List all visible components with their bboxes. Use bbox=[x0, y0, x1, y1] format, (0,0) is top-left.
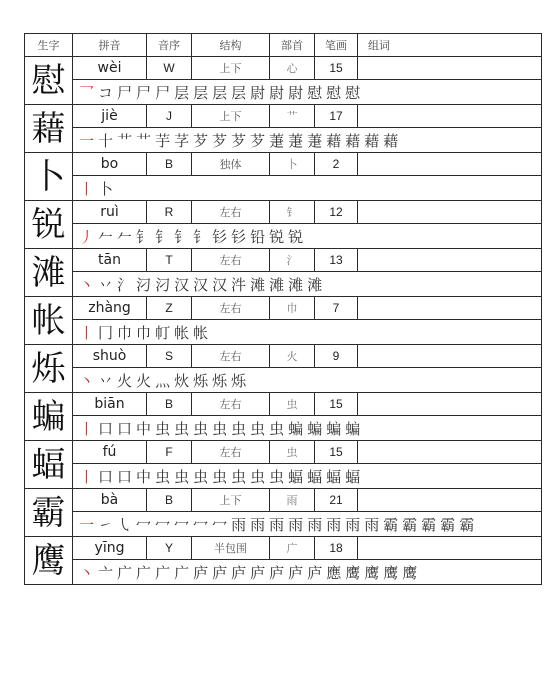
character-glyph: 蝠 bbox=[31, 444, 66, 485]
stroke-count-cell: 9 bbox=[315, 345, 358, 368]
stroke-step: 庐 bbox=[212, 563, 228, 582]
words-cell[interactable] bbox=[358, 153, 542, 176]
stroke-step: 钅 bbox=[193, 227, 209, 246]
stroke-count-cell: 15 bbox=[315, 393, 358, 416]
stroke-step: 巾 bbox=[117, 323, 133, 342]
stroke-order-cell bbox=[73, 176, 542, 201]
stroke-step: 尉 bbox=[250, 83, 266, 102]
stroke-order-sequence bbox=[73, 464, 541, 488]
stroke-step: 藉 bbox=[383, 131, 399, 150]
words-cell[interactable] bbox=[358, 57, 542, 80]
stroke-order-sequence bbox=[73, 176, 541, 200]
character-cell bbox=[25, 441, 73, 489]
stroke-step: 雨 bbox=[307, 515, 323, 534]
stroke-step: 广 bbox=[155, 563, 171, 582]
stroke-count-cell: 2 bbox=[315, 153, 358, 176]
stroke-step: 冂 bbox=[98, 323, 114, 342]
stroke-order-sequence bbox=[73, 128, 541, 152]
structure-cell: 左右 bbox=[192, 297, 270, 320]
pinyin-cell: jiè bbox=[73, 105, 147, 128]
character-info-row bbox=[25, 393, 542, 416]
stroke-order-row bbox=[25, 128, 542, 153]
stroke-step: 锐 bbox=[288, 227, 304, 246]
stroke-step: 鹰 bbox=[402, 563, 418, 582]
stroke-step: 萐 bbox=[269, 131, 285, 150]
stroke-order-sequence bbox=[73, 80, 541, 104]
stroke-step: 虫 bbox=[155, 467, 171, 486]
stroke-step: ㇀ bbox=[98, 515, 114, 534]
structure-cell: 上下 bbox=[192, 57, 270, 80]
stroke-order-cell bbox=[73, 128, 542, 153]
stroke-step: 𠂉 bbox=[117, 227, 133, 246]
stroke-step: 广 bbox=[117, 563, 133, 582]
stroke-order-sequence bbox=[73, 368, 541, 392]
stroke-step: 尉 bbox=[269, 83, 285, 102]
character-cell bbox=[25, 297, 73, 345]
stroke-step: 丨 bbox=[79, 419, 95, 438]
words-cell[interactable] bbox=[358, 105, 542, 128]
stroke-order-row bbox=[25, 224, 542, 249]
character-cell bbox=[25, 153, 73, 201]
character-glyph: 慰 bbox=[31, 60, 66, 101]
radical-cell: 巾 bbox=[270, 297, 315, 320]
stroke-order-cell bbox=[73, 560, 542, 585]
stroke-step: 钅 bbox=[174, 227, 190, 246]
stroke-step: 亠 bbox=[98, 563, 114, 582]
stroke-step: 虫 bbox=[193, 419, 209, 438]
stroke-order-cell bbox=[73, 464, 542, 489]
character-info-row bbox=[25, 489, 542, 512]
stroke-step: 丶 bbox=[79, 563, 95, 582]
stroke-step: 帐 bbox=[174, 323, 190, 342]
stroke-step: 丿 bbox=[79, 227, 95, 246]
radical-cell: 心 bbox=[270, 57, 315, 80]
stroke-step: 霸 bbox=[383, 515, 399, 534]
structure-cell: 左右 bbox=[192, 393, 270, 416]
stroke-step: 虫 bbox=[193, 467, 209, 486]
stroke-order-sequence bbox=[73, 416, 541, 440]
character-worksheet bbox=[24, 33, 542, 585]
stroke-step: 钅 bbox=[155, 227, 171, 246]
pinyin-cell: wèi bbox=[73, 57, 147, 80]
radical-cell: 雨 bbox=[270, 489, 315, 512]
stroke-step: 虫 bbox=[231, 419, 247, 438]
stroke-step: 鹰 bbox=[345, 563, 361, 582]
character-cell bbox=[25, 201, 73, 249]
stroke-step: 广 bbox=[174, 563, 190, 582]
initial-cell: B bbox=[147, 393, 192, 416]
stroke-order-row bbox=[25, 80, 542, 105]
stroke-step: 虫 bbox=[269, 467, 285, 486]
stroke-order-sequence bbox=[73, 272, 541, 296]
initial-cell: T bbox=[147, 249, 192, 272]
character-cell bbox=[25, 105, 73, 153]
words-cell[interactable] bbox=[358, 249, 542, 272]
stroke-step: 慰 bbox=[345, 83, 361, 102]
stroke-order-sequence bbox=[73, 224, 541, 248]
stroke-step: 钐 bbox=[231, 227, 247, 246]
stroke-step: 滩 bbox=[307, 275, 323, 294]
stroke-step: 蝙 bbox=[288, 419, 304, 438]
stroke-step: 庐 bbox=[269, 563, 285, 582]
stroke-step: 中 bbox=[136, 467, 152, 486]
stroke-step: 尸 bbox=[155, 83, 171, 102]
character-glyph: 藉 bbox=[31, 108, 66, 149]
stroke-order-row bbox=[25, 272, 542, 297]
stroke-step: 烁 bbox=[193, 371, 209, 390]
stroke-step: 芕 bbox=[193, 131, 209, 150]
words-cell[interactable] bbox=[358, 345, 542, 368]
character-glyph: 锐 bbox=[31, 204, 66, 245]
stroke-step: 口 bbox=[98, 467, 114, 486]
stroke-step: 雨 bbox=[288, 515, 304, 534]
stroke-step: 口 bbox=[117, 467, 133, 486]
stroke-step: 铅 bbox=[250, 227, 266, 246]
character-cell bbox=[25, 537, 73, 585]
stroke-step: 炏 bbox=[174, 371, 190, 390]
stroke-step: 口 bbox=[117, 419, 133, 438]
stroke-step: 层 bbox=[193, 83, 209, 102]
stroke-step: 广 bbox=[136, 563, 152, 582]
stroke-count-cell: 17 bbox=[315, 105, 358, 128]
stroke-step: 尉 bbox=[288, 83, 304, 102]
stroke-step: 霸 bbox=[440, 515, 456, 534]
stroke-step: 芕 bbox=[231, 131, 247, 150]
stroke-order-cell bbox=[73, 416, 542, 441]
character-info-row bbox=[25, 105, 542, 128]
stroke-step: 滩 bbox=[250, 275, 266, 294]
stroke-step: 庐 bbox=[288, 563, 304, 582]
stroke-step: 芕 bbox=[212, 131, 228, 150]
stroke-step: 中 bbox=[136, 419, 152, 438]
character-glyph: 烁 bbox=[31, 348, 66, 389]
stroke-count-cell: 18 bbox=[315, 537, 358, 560]
stroke-step: 庐 bbox=[307, 563, 323, 582]
character-info-row bbox=[25, 57, 542, 80]
stroke-step: 芋 bbox=[155, 131, 171, 150]
stroke-step: 雨 bbox=[231, 515, 247, 534]
stroke-step: 虫 bbox=[269, 419, 285, 438]
header-strokes: 笔画 bbox=[315, 34, 358, 57]
character-info-row bbox=[25, 345, 542, 368]
header-pinyin: 拼音 bbox=[73, 34, 147, 57]
header-initial: 音序 bbox=[147, 34, 192, 57]
character-info-row bbox=[25, 537, 542, 560]
stroke-count-cell: 15 bbox=[315, 57, 358, 80]
stroke-step: 层 bbox=[212, 83, 228, 102]
structure-cell: 左右 bbox=[192, 441, 270, 464]
pinyin-cell: bo bbox=[73, 153, 147, 176]
stroke-step: 冖 bbox=[174, 515, 190, 534]
stroke-order-cell bbox=[73, 224, 542, 249]
character-info-row bbox=[25, 201, 542, 224]
character-glyph: 帐 bbox=[31, 300, 66, 341]
radical-cell: 广 bbox=[270, 537, 315, 560]
character-cell bbox=[25, 57, 73, 105]
stroke-step: 口 bbox=[98, 419, 114, 438]
structure-cell: 左右 bbox=[192, 249, 270, 272]
stroke-step: 汈 bbox=[136, 275, 152, 294]
stroke-step: 𠂉 bbox=[98, 227, 114, 246]
character-glyph: 蝙 bbox=[31, 396, 66, 437]
structure-cell: 左右 bbox=[192, 345, 270, 368]
words-cell[interactable] bbox=[358, 201, 542, 224]
stroke-step: 锐 bbox=[269, 227, 285, 246]
stroke-step: 乛 bbox=[79, 83, 95, 102]
radical-cell: 卜 bbox=[270, 153, 315, 176]
stroke-order-row bbox=[25, 176, 542, 201]
stroke-step: 霸 bbox=[459, 515, 475, 534]
header-radical: 部首 bbox=[270, 34, 315, 57]
initial-cell: F bbox=[147, 441, 192, 464]
stroke-order-sequence bbox=[73, 320, 541, 344]
stroke-step: 霸 bbox=[421, 515, 437, 534]
stroke-order-cell bbox=[73, 80, 542, 105]
structure-cell: 半包围 bbox=[192, 537, 270, 560]
stroke-step: 雨 bbox=[345, 515, 361, 534]
stroke-step: 丶 bbox=[79, 275, 95, 294]
stroke-step: 慰 bbox=[307, 83, 323, 102]
words-cell[interactable] bbox=[358, 489, 542, 512]
character-info-row bbox=[25, 441, 542, 464]
stroke-step: 灬 bbox=[155, 371, 171, 390]
initial-cell: Z bbox=[147, 297, 192, 320]
stroke-step: 虫 bbox=[231, 467, 247, 486]
stroke-step: 丨 bbox=[79, 323, 95, 342]
stroke-step: 蝙 bbox=[307, 419, 323, 438]
structure-cell: 上下 bbox=[192, 489, 270, 512]
stroke-step: ㇂ bbox=[117, 515, 133, 534]
stroke-step: 虫 bbox=[250, 467, 266, 486]
stroke-step: 蝙 bbox=[326, 419, 342, 438]
stroke-step: コ bbox=[98, 83, 114, 102]
stroke-step: 蝠 bbox=[326, 467, 342, 486]
radical-cell: 火 bbox=[270, 345, 315, 368]
character-cell bbox=[25, 393, 73, 441]
radical-cell: 氵 bbox=[270, 249, 315, 272]
initial-cell: B bbox=[147, 153, 192, 176]
stroke-step: 虫 bbox=[250, 419, 266, 438]
stroke-step: 雨 bbox=[269, 515, 285, 534]
structure-cell: 独体 bbox=[192, 153, 270, 176]
stroke-step: 汉 bbox=[174, 275, 190, 294]
stroke-step: 丷 bbox=[98, 371, 114, 390]
initial-cell: R bbox=[147, 201, 192, 224]
stroke-step: 帐 bbox=[193, 323, 209, 342]
stroke-step: 层 bbox=[231, 83, 247, 102]
stroke-step: 滩 bbox=[269, 275, 285, 294]
stroke-step: 蝠 bbox=[288, 467, 304, 486]
stroke-order-sequence bbox=[73, 512, 541, 536]
header-row bbox=[25, 34, 542, 57]
initial-cell: S bbox=[147, 345, 192, 368]
initial-cell: W bbox=[147, 57, 192, 80]
stroke-step: 蝠 bbox=[345, 467, 361, 486]
stroke-step: 氵 bbox=[117, 275, 133, 294]
stroke-step: 烁 bbox=[212, 371, 228, 390]
stroke-step: 萐 bbox=[288, 131, 304, 150]
stroke-step: 蝙 bbox=[345, 419, 361, 438]
stroke-step: 一 bbox=[79, 131, 95, 150]
words-cell[interactable] bbox=[358, 297, 542, 320]
stroke-step: 巾 bbox=[136, 323, 152, 342]
stroke-step: 冖 bbox=[212, 515, 228, 534]
stroke-step: 火 bbox=[117, 371, 133, 390]
stroke-step: 庐 bbox=[231, 563, 247, 582]
stroke-step: 應 bbox=[326, 563, 342, 582]
stroke-step: 丨 bbox=[79, 179, 95, 198]
stroke-step: 尸 bbox=[136, 83, 152, 102]
stroke-step: 丷 bbox=[98, 275, 114, 294]
stroke-order-row bbox=[25, 320, 542, 345]
stroke-step: 蝠 bbox=[307, 467, 323, 486]
stroke-order-cell bbox=[73, 320, 542, 345]
stroke-order-sequence bbox=[73, 560, 541, 584]
words-cell[interactable] bbox=[358, 441, 542, 464]
radical-cell: 虫 bbox=[270, 393, 315, 416]
stroke-step: 层 bbox=[174, 83, 190, 102]
stroke-step: 雨 bbox=[326, 515, 342, 534]
character-cell bbox=[25, 345, 73, 393]
radical-cell: 艹 bbox=[270, 105, 315, 128]
initial-cell: J bbox=[147, 105, 192, 128]
radical-cell: 虫 bbox=[270, 441, 315, 464]
stroke-step: 虫 bbox=[212, 467, 228, 486]
character-info-row bbox=[25, 297, 542, 320]
stroke-step: 霸 bbox=[402, 515, 418, 534]
structure-cell: 上下 bbox=[192, 105, 270, 128]
stroke-step: 钅 bbox=[136, 227, 152, 246]
pinyin-cell: fú bbox=[73, 441, 147, 464]
character-glyph: 鹰 bbox=[31, 540, 66, 581]
stroke-order-cell bbox=[73, 272, 542, 297]
stroke-step: 虫 bbox=[212, 419, 228, 438]
stroke-order-row bbox=[25, 512, 542, 537]
stroke-step: 帄 bbox=[155, 323, 171, 342]
stroke-step: 丶 bbox=[79, 371, 95, 390]
stroke-step: 钐 bbox=[212, 227, 228, 246]
stroke-step: 卜 bbox=[98, 179, 114, 198]
radical-cell: 钅 bbox=[270, 201, 315, 224]
stroke-step: 丨 bbox=[79, 467, 95, 486]
structure-cell: 左右 bbox=[192, 201, 270, 224]
stroke-order-cell bbox=[73, 512, 542, 537]
words-cell[interactable] bbox=[358, 393, 542, 416]
stroke-step: 藉 bbox=[326, 131, 342, 150]
stroke-step: 藉 bbox=[364, 131, 380, 150]
pinyin-cell: ruì bbox=[73, 201, 147, 224]
stroke-step: 虫 bbox=[174, 467, 190, 486]
stroke-step: 芕 bbox=[250, 131, 266, 150]
stroke-count-cell: 15 bbox=[315, 441, 358, 464]
pinyin-cell: shuò bbox=[73, 345, 147, 368]
initial-cell: Y bbox=[147, 537, 192, 560]
stroke-step: 萐 bbox=[307, 131, 323, 150]
character-cell bbox=[25, 249, 73, 297]
stroke-step: 冖 bbox=[155, 515, 171, 534]
stroke-step: 汈 bbox=[155, 275, 171, 294]
stroke-step: 虫 bbox=[155, 419, 171, 438]
character-glyph: 卜 bbox=[31, 156, 66, 197]
character-glyph: 霸 bbox=[31, 492, 66, 533]
stroke-step: 汉 bbox=[212, 275, 228, 294]
stroke-step: 一 bbox=[79, 515, 95, 534]
stroke-count-cell: 21 bbox=[315, 489, 358, 512]
stroke-step: 藉 bbox=[345, 131, 361, 150]
stroke-count-cell: 12 bbox=[315, 201, 358, 224]
stroke-count-cell: 13 bbox=[315, 249, 358, 272]
stroke-order-cell bbox=[73, 368, 542, 393]
stroke-step: 汉 bbox=[193, 275, 209, 294]
stroke-step: 鹰 bbox=[364, 563, 380, 582]
stroke-step: 烁 bbox=[231, 371, 247, 390]
pinyin-cell: tān bbox=[73, 249, 147, 272]
pinyin-cell: zhàng bbox=[73, 297, 147, 320]
words-cell[interactable] bbox=[358, 537, 542, 560]
header-structure: 结构 bbox=[192, 34, 270, 57]
stroke-step: 虫 bbox=[174, 419, 190, 438]
stroke-step: 十 bbox=[98, 131, 114, 150]
stroke-step: 庐 bbox=[193, 563, 209, 582]
header-char: 生字 bbox=[25, 34, 73, 57]
pinyin-cell: biān bbox=[73, 393, 147, 416]
stroke-step: 雨 bbox=[364, 515, 380, 534]
pinyin-cell: bà bbox=[73, 489, 147, 512]
header-words: 组词 bbox=[358, 34, 542, 57]
character-glyph: 滩 bbox=[31, 252, 66, 293]
stroke-step: 芓 bbox=[174, 131, 190, 150]
stroke-step: 雨 bbox=[250, 515, 266, 534]
stroke-step: 艹 bbox=[117, 131, 133, 150]
pinyin-cell: yīng bbox=[73, 537, 147, 560]
stroke-order-row bbox=[25, 560, 542, 585]
stroke-step: 火 bbox=[136, 371, 152, 390]
stroke-step: 慰 bbox=[326, 83, 342, 102]
stroke-step: 冖 bbox=[193, 515, 209, 534]
stroke-count-cell: 7 bbox=[315, 297, 358, 320]
stroke-step: 尸 bbox=[117, 83, 133, 102]
stroke-order-row bbox=[25, 464, 542, 489]
stroke-step: 鹰 bbox=[383, 563, 399, 582]
stroke-step: 汼 bbox=[231, 275, 247, 294]
stroke-step: 滩 bbox=[288, 275, 304, 294]
stroke-order-row bbox=[25, 416, 542, 441]
initial-cell: B bbox=[147, 489, 192, 512]
stroke-order-row bbox=[25, 368, 542, 393]
character-info-row bbox=[25, 249, 542, 272]
stroke-step: 冖 bbox=[136, 515, 152, 534]
stroke-step: 艹 bbox=[136, 131, 152, 150]
character-cell bbox=[25, 489, 73, 537]
character-info-row bbox=[25, 153, 542, 176]
stroke-step: 庐 bbox=[250, 563, 266, 582]
